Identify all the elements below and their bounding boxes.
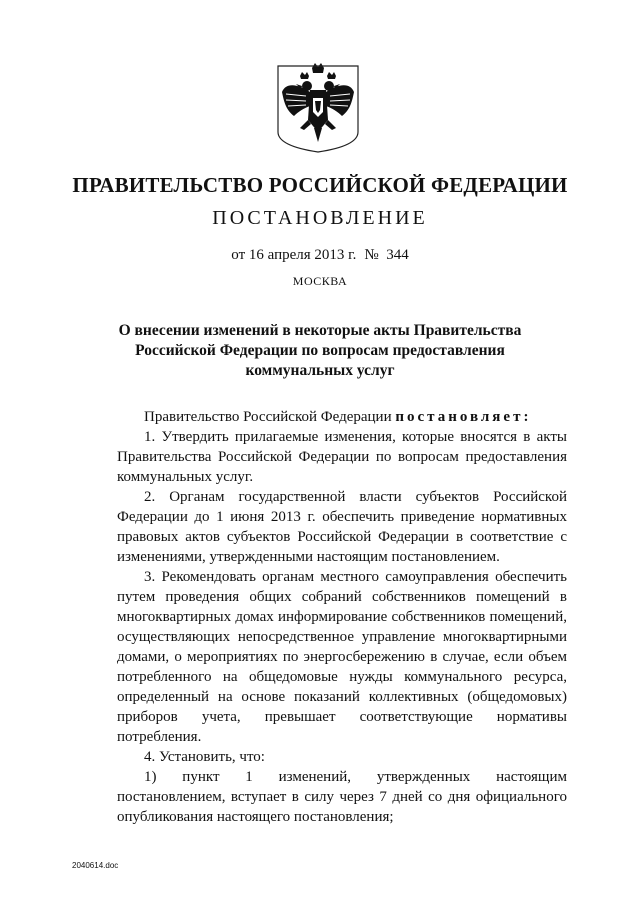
document-type: ПОСТАНОВЛЕНИЕ <box>212 207 428 229</box>
paragraph-3: 3. Рекомендовать органам местного самоуправления обеспечить путем проведения общих собраний собственников помещений в многоквартирных домах информирование собственников помещений, осуществляющих непосредственное управление многоквартирными домами, о мероприятиях по энергосбережению в случае, если объем потребленного на общедомовые нужды коммунального ресурса, определенный на основе показаний коллективных (общедомовых) приборов учета, превышает соответствующие нормативы потребления. <box>117 569 567 745</box>
paragraph-4-1: 1) пункт 1 изменений, утвержденных настоящим постановлением, вступает в силу через 7 дней со дня официального опубликования настоящего постановления; <box>117 769 567 825</box>
document-date-number <box>0 247 640 264</box>
document-date: от 16 апреля 2013 г. <box>231 247 357 263</box>
paragraph-1: 1. Утвердить прилагаемые изменения, которые вносятся в акты Правительства Российской Федерации по вопросам предоставления коммунальных услуг. <box>117 429 567 485</box>
paragraph-4: 4. Установить, что: <box>144 749 265 765</box>
document-city: МОСКВА <box>292 274 348 288</box>
document-number: 344 <box>386 247 409 263</box>
number-sign: № <box>364 247 379 263</box>
paragraph-2: 2. Органам государственной власти субъектов Российской Федерации до 1 июня 2013 г. обеспечить приведение нормативных правовых актов субъектов Российской Федерации в соответствие с изменениями, утвержденными настоящим постановлением. <box>117 489 567 565</box>
document-subject <box>90 321 550 381</box>
subject-line: Российской Федерации по вопросам предоставления <box>135 342 505 359</box>
document-body <box>117 407 567 827</box>
subject-line: О внесении изменений в некоторые акты Правительства <box>118 322 522 339</box>
intro-paragraph <box>117 407 567 427</box>
intro-text: Правительство Российской Федерации <box>144 409 392 425</box>
subject-line: коммунальных услуг <box>245 362 395 379</box>
decree-word: постановляет: <box>395 409 532 425</box>
government-title: ПРАВИТЕЛЬСТВО РОССИЙСКОЙ ФЕДЕРАЦИИ <box>72 173 568 197</box>
document-file-code: 2040614.doc <box>72 861 119 870</box>
russian-coat-of-arms-icon <box>274 62 362 154</box>
